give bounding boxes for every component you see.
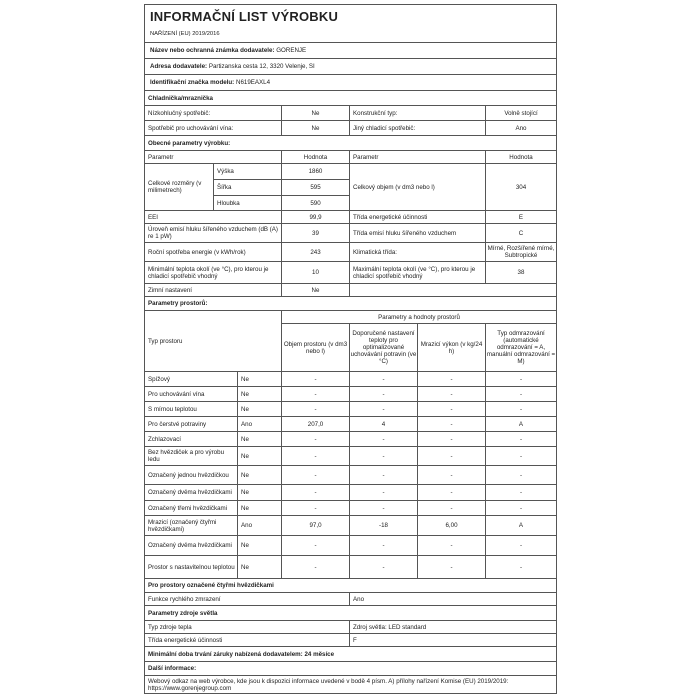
compartment-row xyxy=(145,417,556,432)
height-label: Výška xyxy=(213,164,281,180)
compartment-type-header: Typ prostoru xyxy=(148,337,183,345)
supplier-address-label: Adresa dodavatele: xyxy=(150,63,208,70)
winter-setting-blank xyxy=(349,284,556,296)
width-label: Šířka xyxy=(213,180,281,196)
compartment-volume-header: Objem prostoru (v dm3 nebo l) xyxy=(281,324,349,371)
max-temp-label: Maximální teplota okolí (ve °C), pro kterou je chladicí spotřebič vhodný xyxy=(349,262,485,283)
compartment-name: Pro uchovávání vína xyxy=(148,390,205,398)
light-class-label: Třída energetické účinnosti xyxy=(148,636,223,644)
min-temp-label: Minimální teplota okolí (ve °C), pro kterou je chladicí spotřebič vhodný xyxy=(148,265,269,280)
compartment-defrost: - xyxy=(485,536,556,555)
compartments-section-heading: Parametry prostorů: xyxy=(148,300,208,307)
compartment-row xyxy=(145,372,556,387)
compartment-name: Pro čerstvé potraviny xyxy=(148,420,207,428)
compartment-volume: 207,0 xyxy=(281,417,349,431)
depth-label: Hloubka xyxy=(213,196,281,210)
compartment-defrost: A xyxy=(485,417,556,431)
noise-class-label: Třída emisí hluku šířeného vzduchem xyxy=(349,224,485,242)
value-header-left: Hodnota xyxy=(281,151,349,163)
param-header-left: Parametr xyxy=(148,153,174,161)
model-identifier xyxy=(145,75,556,90)
compartment-defrost-header: Typ odmrazování (automatické odmrazování = A, manuální odmrazování = M) xyxy=(485,324,556,371)
total-volume-label: Celkový objem (v dm3 nebo l) xyxy=(349,164,485,210)
min-temp-value: 10 xyxy=(281,262,349,283)
compartment-present: Ne xyxy=(237,536,281,555)
four-star-section-heading: Pro prostory označené čtyřmi hvězdičkami xyxy=(148,582,274,589)
height-value: 1860 xyxy=(281,164,349,180)
energy-class-label: Třída energetické účinnosti xyxy=(349,211,485,223)
compartment-row xyxy=(145,501,556,516)
compartment-name: Bez hvězdiček a pro výrobu ledu xyxy=(148,449,225,463)
compartments-header-row xyxy=(145,311,556,372)
compartment-defrost: A xyxy=(485,516,556,535)
further-section-heading: Další informace: xyxy=(148,665,197,672)
compartment-temp: - xyxy=(349,387,417,401)
light-class-value: F xyxy=(349,634,556,646)
compartment-present: Ne xyxy=(237,485,281,500)
compartment-group-header: Parametry a hodnoty prostorů xyxy=(281,311,556,324)
compartment-row xyxy=(145,516,556,536)
appliance-section-row xyxy=(145,91,556,106)
compartment-temp: - xyxy=(349,556,417,578)
compartment-name: Označený třemi hvězdičkami xyxy=(148,504,228,512)
regulation-row xyxy=(145,27,556,43)
general-section-row xyxy=(145,136,556,151)
compartment-row xyxy=(145,485,556,501)
supplier-name-label: Název nebo ochranná známka dodavatele: xyxy=(150,47,275,54)
wine-storage-label: Spotřebič pro uchovávání vína: xyxy=(148,124,234,132)
document-title: INFORMAČNÍ LIST VÝROBKU xyxy=(150,8,339,24)
compartment-name: Označený jednou hvězdičkou xyxy=(148,471,229,479)
supplier-address xyxy=(145,59,556,74)
supplier-name-value: GORENJE xyxy=(276,47,307,54)
design-type-label: Konstrukční typ: xyxy=(349,106,485,120)
compartment-temp: - xyxy=(349,432,417,446)
compartment-defrost: - xyxy=(485,402,556,416)
title-row xyxy=(145,5,556,27)
appliance-row-1 xyxy=(145,106,556,121)
fast-freeze-value: Ano xyxy=(349,593,556,605)
light-section-row xyxy=(145,606,556,621)
max-temp-value: 38 xyxy=(485,262,556,283)
wine-storage-value: Ne xyxy=(281,121,349,135)
climate-class-value: Mírné, Rozšířené mírné, Subtropické xyxy=(485,243,556,261)
compartment-freeze: - xyxy=(417,501,485,515)
compartment-defrost: - xyxy=(485,556,556,578)
compartment-name: Prostor s nastavitelnou teplotou xyxy=(148,563,235,571)
compartment-temp-header: Doporučené nastavení teploty pro optimalizované uchovávání potravin (ve °C) xyxy=(349,324,417,371)
compartment-freeze: - xyxy=(417,432,485,446)
compartment-present: Ne xyxy=(237,432,281,446)
compartment-volume: - xyxy=(281,432,349,446)
low-noise-label: Nízkohlučný spotřebič: xyxy=(148,109,211,117)
winter-setting-value: Ne xyxy=(281,284,349,296)
compartment-temp: - xyxy=(349,372,417,386)
noise-class-value: C xyxy=(485,224,556,242)
warranty-label: Minimální doba trvání záruky nabízená dodavatelem: xyxy=(148,650,303,658)
compartment-present: Ne xyxy=(237,447,281,465)
other-appliance-value: Ano xyxy=(485,121,556,135)
annual-energy-value: 243 xyxy=(281,243,349,261)
compartment-name: Zchlazovací xyxy=(148,435,182,443)
compartment-row xyxy=(145,432,556,447)
compartment-volume: - xyxy=(281,466,349,484)
ambient-temp-row xyxy=(145,262,556,284)
warranty-row xyxy=(145,647,556,662)
compartment-name: Označený dvěma hvězdičkami xyxy=(148,489,232,496)
param-header-right: Parametr xyxy=(349,151,485,163)
appliance-section-heading: Chladnička/mraznička xyxy=(148,94,213,102)
compartment-row xyxy=(145,447,556,466)
compartment-defrost: - xyxy=(485,432,556,446)
width-value: 595 xyxy=(281,180,349,196)
compartment-volume: - xyxy=(281,556,349,578)
compartment-row xyxy=(145,387,556,402)
supplier-name xyxy=(145,43,556,58)
compartment-name: Mrazicí (označený čtyřmi hvězdičkami) xyxy=(148,518,217,533)
compartments-section-row xyxy=(145,297,556,311)
light-class-row xyxy=(145,634,556,647)
other-appliance-label: Jiný chladicí spotřebič: xyxy=(349,121,485,135)
eei-label: EEI xyxy=(148,213,158,221)
compartment-temp: - xyxy=(349,485,417,500)
compartment-temp: - xyxy=(349,402,417,416)
compartment-row xyxy=(145,536,556,556)
noise-label: Úroveň emisí hluku šířeného vzduchem (dB (A) re 1 pW) xyxy=(148,226,278,240)
compartment-volume: - xyxy=(281,402,349,416)
compartment-defrost: - xyxy=(485,447,556,465)
compartment-freeze: - xyxy=(417,447,485,465)
general-header-row xyxy=(145,151,556,164)
fast-freeze-row xyxy=(145,593,556,606)
regulation-text: NAŘÍZENÍ (EU) 2019/2016 xyxy=(150,31,220,37)
general-section-heading: Obecné parametry výrobku: xyxy=(148,139,231,147)
compartment-name: Spížový xyxy=(148,375,171,383)
model-identifier-row xyxy=(145,75,556,91)
model-identifier-value: N619EAXL4 xyxy=(235,79,271,86)
warranty xyxy=(145,647,556,661)
compartment-row xyxy=(145,402,556,417)
compartment-temp: - xyxy=(349,447,417,465)
climate-class-label: Klimatická třída: xyxy=(349,243,485,261)
compartment-freeze: - xyxy=(417,372,485,386)
design-type-value: Volně stojící xyxy=(485,106,556,120)
compartment-freeze: - xyxy=(417,402,485,416)
eei-value: 99,9 xyxy=(281,211,349,223)
supplier-address-row xyxy=(145,59,556,75)
compartment-freeze: - xyxy=(417,466,485,484)
compartment-name: S mírnou teplotou xyxy=(148,405,197,413)
compartment-temp: 4 xyxy=(349,417,417,431)
energy-class-value: E xyxy=(485,211,556,223)
compartment-defrost: - xyxy=(485,466,556,484)
noise-value: 39 xyxy=(281,224,349,242)
further-text-row xyxy=(145,676,556,693)
compartment-volume: - xyxy=(281,387,349,401)
low-noise-value: Ne xyxy=(281,106,349,120)
dimensions-block xyxy=(145,164,556,211)
compartment-freeze: - xyxy=(417,417,485,431)
compartment-present: Ano xyxy=(237,417,281,431)
compartment-temp: -18 xyxy=(349,516,417,535)
annual-energy-label: Roční spotřeba energie (v kWh/rok) xyxy=(148,248,246,256)
compartment-volume: - xyxy=(281,501,349,515)
compartment-volume: - xyxy=(281,485,349,500)
light-section-heading: Parametry zdroje světla xyxy=(148,609,218,617)
compartment-present: Ne xyxy=(237,556,281,578)
further-text: Webový odkaz na web výrobce, kde jsou k dispozici informace uvedené v bodě 4 písm. A) přílohy nařízení Komise (EU) 2019/2019: https://www.gorenjegroup.com xyxy=(148,677,509,692)
supplier-name-row xyxy=(145,43,556,59)
depth-value: 590 xyxy=(281,196,349,210)
supplier-address-value: Partizanska cesta 12, 3320 Velenje, SI xyxy=(208,63,315,70)
compartment-freeze: - xyxy=(417,556,485,578)
value-header-right: Hodnota xyxy=(485,151,556,163)
winter-setting-label: Zimní nastavení xyxy=(148,286,193,294)
four-star-section-row xyxy=(145,579,556,593)
appliance-row-2 xyxy=(145,121,556,136)
compartment-defrost: - xyxy=(485,387,556,401)
compartment-name: Označený dvěma hvězdičkami xyxy=(148,542,232,549)
compartment-freeze: - xyxy=(417,485,485,500)
light-type-label: Typ zdroje tepla xyxy=(148,623,192,631)
compartment-temp: - xyxy=(349,536,417,555)
compartment-freeze: - xyxy=(417,536,485,555)
compartment-freeze: 6,00 xyxy=(417,516,485,535)
model-identifier-label: Identifikační značka modelu: xyxy=(150,79,235,86)
compartment-temp: - xyxy=(349,466,417,484)
compartment-present: Ne xyxy=(237,466,281,484)
compartment-volume: 97,0 xyxy=(281,516,349,535)
annual-energy-row xyxy=(145,243,556,262)
compartment-temp: - xyxy=(349,501,417,515)
total-volume-value: 304 xyxy=(485,164,556,210)
compartment-present: Ne xyxy=(237,387,281,401)
compartment-defrost: - xyxy=(485,372,556,386)
compartment-present: Ne xyxy=(237,501,281,515)
winter-setting-row xyxy=(145,284,556,297)
further-section-row xyxy=(145,662,556,676)
product-information-sheet xyxy=(144,4,557,694)
compartment-volume: - xyxy=(281,447,349,465)
compartment-present: Ano xyxy=(237,516,281,535)
compartment-volume: - xyxy=(281,372,349,386)
noise-row xyxy=(145,224,556,243)
eei-row xyxy=(145,211,556,224)
warranty-value: 24 měsíce xyxy=(304,650,335,658)
compartment-present: Ne xyxy=(237,402,281,416)
compartment-present: Ne xyxy=(237,372,281,386)
dimensions-label: Celkové rozměry (v milimetrech) xyxy=(148,180,202,194)
compartment-row xyxy=(145,466,556,485)
light-type-value: Zdroj světla: LED standard xyxy=(349,621,556,633)
compartment-freeze-header: Mrazicí výkon (v kg/24 h) xyxy=(417,324,485,371)
compartment-volume: - xyxy=(281,536,349,555)
compartment-defrost: - xyxy=(485,501,556,515)
compartment-freeze: - xyxy=(417,387,485,401)
compartment-row xyxy=(145,556,556,579)
fast-freeze-label: Funkce rychlého zmrazení xyxy=(148,595,221,603)
compartment-defrost: - xyxy=(485,485,556,500)
light-type-row xyxy=(145,621,556,634)
